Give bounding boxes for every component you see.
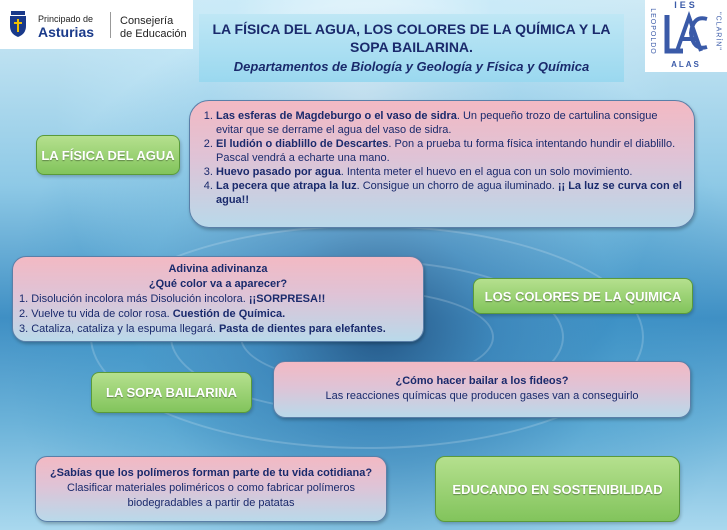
page-subtitle: Departamentos de Biología y Geología y Física y Química (233, 59, 590, 74)
logo-left-text: LEOPOLDO (649, 8, 656, 55)
list-item: 3. Cataliza, cataliza y la espuma llegará. Pasta de dientes para elefantes. (19, 323, 386, 335)
fisica-list (198, 109, 684, 207)
sopa-box (273, 361, 691, 418)
sopa-title: ¿Cómo hacer bailar a los fideos? (395, 375, 569, 387)
quimica-title1: Adivina adivinanza (168, 263, 268, 275)
quimica-title2: ¿Qué color va a aparecer? (148, 278, 288, 290)
page-title-line1: LA FÍSICA DEL AGUA, LOS COLORES DE LA QUÍMICA Y LA (212, 21, 611, 37)
list-item: 1. Las esferas de Magdeburgo o el vaso de sidra. Un pequeño trozo de cartulina consigue evitar que se derrame el agua del vaso de sidra. (216, 109, 684, 137)
polimeros-title: ¿Sabías que los polímeros forman parte de tu vida cotidiana? (49, 467, 373, 479)
logo-divider (110, 12, 111, 38)
quimica-box (12, 256, 424, 342)
polimeros-box (35, 456, 387, 522)
dept-name-line2: de Educación (120, 28, 187, 40)
sopa-label: LA SOPA BAILARINA (91, 372, 252, 413)
polimeros-text: Clasificar materiales poliméricos o como fabricar polímeros biodegradables a partir de patatas (67, 482, 355, 509)
page-header (199, 14, 624, 82)
org-name-line1: Principado de (38, 14, 94, 24)
org-name-line2: Asturias (38, 24, 95, 40)
list-item: 3. Huevo pasado por agua. Intenta meter el huevo en el agua con un solo movimiento. (216, 165, 684, 179)
quimica-label: LOS COLORES DE LA QUIMICA (473, 278, 693, 314)
list-item: 4. La pecera que atrapa la luz. Consigue un chorro de agua iluminado. ¡¡ La luz se curva con el agua!! (216, 179, 684, 207)
list-item: 1. Disolución incolora más Disolución incolora. ¡¡SORPRESA!! (19, 293, 326, 305)
page-title-line2: SOPA BAILARINA. (350, 39, 473, 55)
asturias-logo (0, 0, 193, 49)
logo-right-text: "CLARÍN" (714, 12, 722, 51)
fisica-label: LA FÍSICA DEL AGUA (36, 135, 180, 175)
asturias-crest-icon (8, 10, 28, 38)
ies-logo (645, 0, 727, 72)
list-item: 2. El ludión o diablillo de Descartes. Pon a prueba tu forma física intentando hundir el diablillo. Pascal vendrá a echarte una mano. (216, 137, 684, 165)
sostenibilidad-label: EDUCANDO EN SOSTENIBILIDAD (435, 456, 680, 522)
list-item: 2. Vuelve tu vida de color rosa. Cuestión de Química. (19, 308, 286, 320)
logo-bottom-text: ALAS (671, 60, 701, 69)
ies-monogram-icon (663, 11, 709, 57)
fisica-box (189, 100, 695, 228)
sopa-text: Las reacciones químicas que producen gases van a conseguirlo (325, 390, 639, 402)
logo-top-text: IES (674, 0, 698, 10)
dept-name-line1: Consejería (120, 15, 174, 27)
